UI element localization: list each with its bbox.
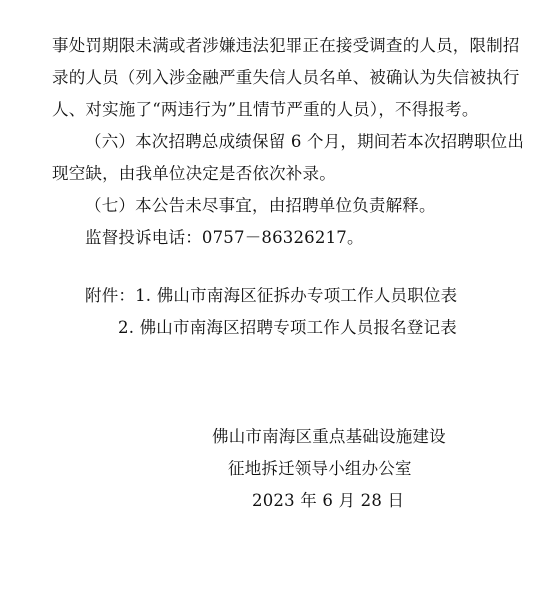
attachment-label: 附件：: [85, 286, 136, 305]
attachment-item-1: [85, 285, 457, 307]
attachment-item-2: 2. 佛山市南海区招聘专项工作人员报名登记表: [118, 318, 457, 337]
attachment-title: 1. 佛山市南海区征拆办专项工作人员职位表: [135, 286, 458, 305]
complaint-hotline: 监督投诉电话：0757－86326217。: [85, 228, 364, 247]
signature-date: 2023 年 6 月 28 日: [252, 491, 405, 510]
paragraph-line: 事处罚期限未满或者涉嫌违法犯罪正在接受调查的人员，限制招: [52, 36, 520, 55]
paragraph-line: 现空缺，由我单位决定是否依次补录。: [52, 164, 336, 183]
paragraph-line: 录的人员（列入涉金融严重失信人员名单、被确认为失信被执行: [52, 68, 520, 87]
paragraph-line: 人、对实施了“两违行为”且情节严重的人员），不得报考。: [52, 100, 479, 119]
paragraph-line: （七）本公告未尽事宜，由招聘单位负责解释。: [85, 196, 436, 215]
signature-org-line-1: 佛山市南海区重点基础设施建设: [212, 427, 446, 446]
paragraph-line: （六）本次招聘总成绩保留 6 个月，期间若本次招聘职位出: [85, 132, 525, 151]
signature-org-line-2: 征地拆迁领导小组办公室: [228, 459, 412, 478]
